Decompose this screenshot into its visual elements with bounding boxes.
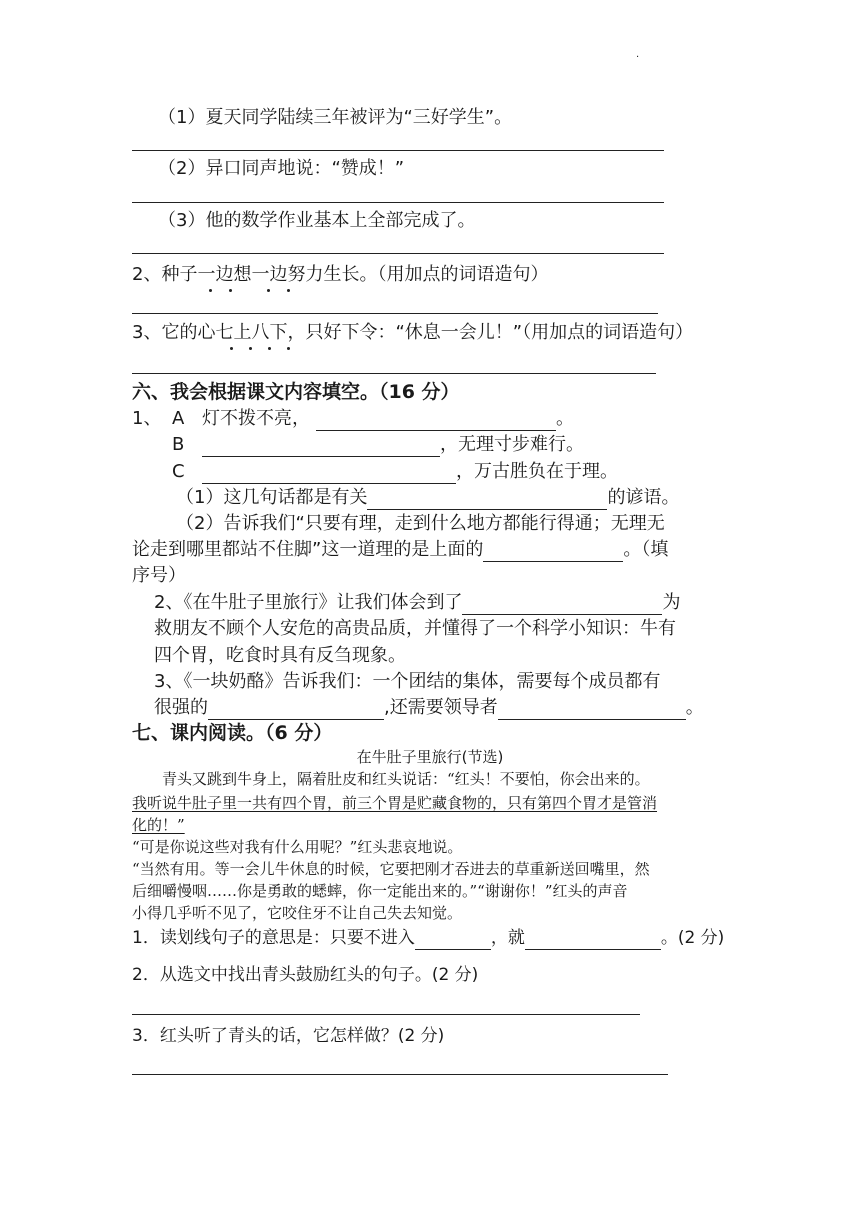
s7-q1-mid: ，就 — [490, 928, 525, 948]
blank-q3-a[interactable] — [208, 699, 384, 720]
s6-c-text: ，万古胜负在于理。 — [456, 461, 618, 482]
q5-item-1: （1）夏天同学陆续三年被评为“三好学生”。 — [158, 107, 513, 128]
underlined-end: 化的！” — [132, 816, 185, 834]
s6-a-text: 灯不拨不亮， — [202, 408, 310, 429]
blank-q2[interactable] — [462, 594, 662, 615]
s6-sub1-pre: （1）这几句话都是有关 — [176, 487, 368, 508]
s6-q1-number: 1、 — [132, 408, 162, 429]
s6-line-c — [202, 460, 618, 484]
s6-q3-line-1: 3、《一块奶酪》告诉我们：一个团结的集体，需要每个成员都有 — [154, 671, 661, 692]
emphasis-dot — [230, 347, 233, 350]
emphasis-dot — [229, 289, 232, 292]
s6-q2-line-2: 救朋友不顾个人安危的高贵品质，并懂得了一个科学小知识：牛有 — [154, 618, 676, 639]
blank-a[interactable] — [316, 410, 556, 431]
s6-line-a — [202, 407, 574, 431]
s7-question-3: 3．红头听了青头的话，它怎样做？(2 分) — [132, 1026, 445, 1046]
blank-sub1[interactable] — [367, 489, 607, 510]
q5-item-3: （3）他的数学作业基本上全部完成了。 — [158, 210, 476, 231]
s7-q1-pre: 1．读划线句子的意思是：只要不进入 — [132, 928, 415, 948]
passage-p3-line-3: 小得几乎听不见了，它咬住牙不让自己失去知觉。 — [132, 904, 463, 922]
blank-s7-q1-a[interactable] — [415, 929, 491, 950]
s6-a-end: 。 — [556, 408, 574, 429]
answer-line-4[interactable] — [132, 313, 658, 314]
answer-line-5[interactable] — [132, 373, 656, 374]
blank-c[interactable] — [202, 463, 456, 484]
s6-sub-2-line-2 — [132, 538, 668, 562]
answer-line-s7-q3[interactable] — [132, 1074, 668, 1075]
s6-q2-post: 为 — [662, 592, 681, 613]
section-7-heading: 七、课内阅读。（6 分） — [132, 722, 333, 744]
s6-sub1-post: 的谚语。 — [607, 487, 680, 508]
s6-q2-pre: 2、《在牛肚子里旅行》让我们体会到了 — [154, 592, 463, 613]
s6-label-b: B — [172, 434, 185, 455]
s6-sub-1 — [176, 486, 679, 510]
corner-mark: · — [636, 52, 640, 63]
blank-b[interactable] — [202, 436, 440, 457]
s6-q3-mid: ,还需要领导者 — [384, 697, 498, 718]
answer-line-1[interactable] — [132, 150, 664, 151]
answer-line-3[interactable] — [132, 253, 664, 254]
passage-p3-line-1: “当然有用。等一会儿牛休息的时候，它要把刚才吞进去的草重新送回嘴里，然 — [132, 860, 650, 878]
emphasis-dot — [268, 347, 271, 350]
answer-line-2[interactable] — [132, 202, 664, 203]
blank-s7-q1-b[interactable] — [525, 929, 661, 950]
q5-item-2: （2）异口同声地说：“赞成！” — [158, 158, 405, 179]
s7-question-2: 2．从选文中找出青头鼓励红头的句子。(2 分) — [132, 965, 479, 985]
passage-p2: “可是你说这些对我有什么用呢？”红头悲哀地说。 — [132, 838, 463, 856]
s6-q3-pre: 很强的 — [154, 697, 208, 718]
blank-sub2[interactable] — [483, 541, 623, 562]
q5-question-3: 3、它的心七上八下，只好下令：“休息一会儿！”（用加点的词语造句） — [132, 322, 694, 343]
passage-p1-line-2-underlined: 我听说牛肚子里一共有四个胃，前三个胃是贮藏食物的，只有第四个胃才是管消 — [132, 794, 658, 812]
s6-sub-2-line-1: （2）告诉我们“只要有理，走到什么地方都能行得通；无理无 — [176, 513, 665, 534]
emphasis-dot — [267, 289, 270, 292]
s6-q2-line-1 — [154, 591, 680, 615]
s6-sub2-pre: 论走到哪里都站不住脚”这一道理的是上面的 — [132, 539, 484, 560]
s7-question-1 — [132, 926, 724, 950]
section-6-heading: 六、我会根据课文内容填空。（16 分） — [132, 381, 460, 403]
s6-line-b — [202, 433, 584, 457]
s6-label-a: A — [172, 408, 185, 429]
emphasis-dot — [209, 289, 212, 292]
passage-title: 在牛肚子里旅行(节选) — [356, 748, 504, 766]
s7-q1-post: 。(2 分) — [660, 928, 725, 948]
passage-p3-line-2: 后细嚼慢咽……你是勇敢的蟋蟀，你一定能出来的。”“谢谢你！”红头的声音 — [132, 882, 628, 900]
s6-sub-2-line-3: 序号） — [132, 565, 186, 586]
emphasis-dot — [249, 347, 252, 350]
s6-q3-end: 。 — [685, 697, 704, 718]
emphasis-dot — [287, 347, 290, 350]
s6-q3-line-2 — [154, 696, 704, 720]
passage-p1-line-1: 青头又跳到牛身上，隔着肚皮和红头说话：“红头！不要怕，你会出来的。 — [162, 770, 650, 788]
blank-q3-b[interactable] — [498, 699, 686, 720]
q5-question-2: 2、种子一边想一边努力生长。（用加点的词语造句） — [132, 264, 549, 285]
answer-line-s7-q2[interactable] — [132, 1014, 640, 1015]
s6-q2-line-3: 四个胃，吃食时具有反刍现象。 — [154, 645, 406, 666]
s6-sub2-post: 。（填 — [623, 539, 669, 560]
passage-p1-line-3 — [132, 814, 185, 836]
emphasis-dot — [287, 289, 290, 292]
s6-label-c: C — [172, 461, 185, 482]
s6-b-text: ，无理寸步难行。 — [440, 434, 584, 455]
